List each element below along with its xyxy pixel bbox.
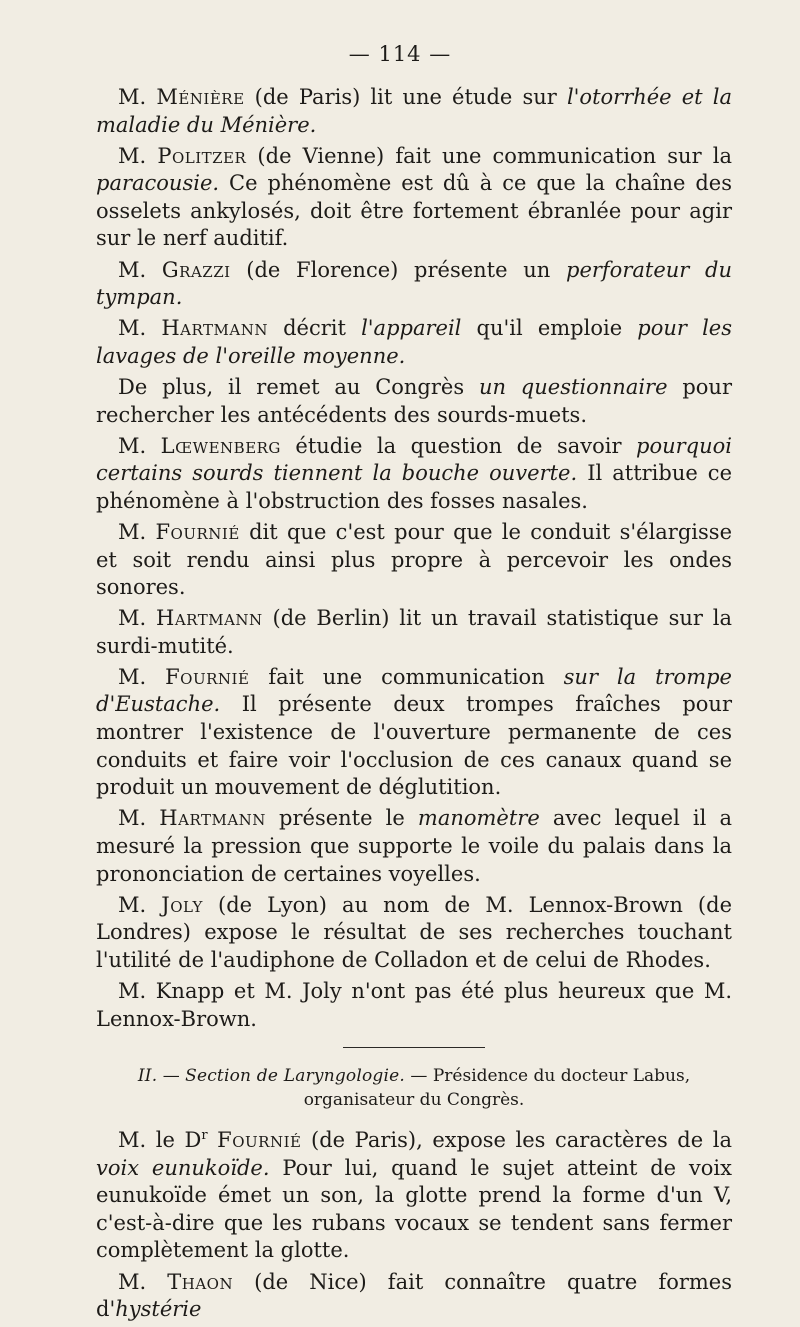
body-text xyxy=(96,84,732,1327)
italic-phrase: pourquoi certains sourds tiennent la bouche ouverte. xyxy=(96,433,732,486)
text-run: M. xyxy=(118,806,160,831)
italic-phrase: sur la trompe d'Eustache. xyxy=(96,664,732,717)
italic-phrase: hystérie xyxy=(115,1297,202,1322)
person-name: Hartmann xyxy=(156,606,263,631)
section-title: Section de Laryngologie. xyxy=(185,1066,406,1087)
italic-phrase: manomètre xyxy=(417,806,540,831)
paragraph xyxy=(96,519,732,602)
section-number: II. xyxy=(137,1066,158,1087)
text-run: (de Berlin) lit un travail statistique sur la surdi-mutité. xyxy=(96,606,733,658)
text-run: Ce phénomène est dû à ce que la chaîne des osselets ankylosés, doit être fortement ébranlée pour agir sur le nerf auditif. xyxy=(96,171,732,251)
text-run: M. le D xyxy=(118,1128,202,1153)
text-run: Pour lui, quand le sujet atteint de voix eunukoïde émet un son, la glotte prend la forme d'un V, c'est-à-dire que les rubans vocaux se tendent sans fermer complètement la glotte. xyxy=(96,1155,732,1263)
text-run: M. xyxy=(118,892,162,917)
text-run: dit que c'est pour que le conduit s'élargisse et soit rendu ainsi plus propre à percevoir les ondes sonores. xyxy=(96,519,732,600)
paragraph xyxy=(96,1122,732,1265)
section-dash: — xyxy=(405,1066,433,1087)
section-presidency: Présidence du docteur Labus, organisateur du Congrès. xyxy=(303,1066,691,1111)
person-name: Politzer xyxy=(157,143,247,168)
section-heading xyxy=(96,1064,732,1112)
paragraph xyxy=(96,315,732,370)
text-run: (de Paris), expose les caractères de la xyxy=(301,1128,732,1153)
text-run: (de Paris) lit une étude sur xyxy=(244,85,567,109)
paragraph xyxy=(96,257,732,312)
section-dash: — xyxy=(157,1066,186,1087)
paragraph xyxy=(96,605,732,660)
italic-phrase: un questionnaire xyxy=(478,374,668,399)
text-run: pour rechercher les antécédents des sourds-muets. xyxy=(96,374,732,427)
text-run: M. xyxy=(118,519,156,544)
text-run: avec lequel il a mesuré la pression que supporte le voile du palais dans la prononciation de certaines voyelles. xyxy=(96,806,732,886)
text-run: M. xyxy=(118,143,158,168)
paragraph xyxy=(96,143,732,253)
paragraph xyxy=(96,374,732,429)
text-run: M. xyxy=(118,606,157,631)
person-name: Lœwenberg xyxy=(160,433,281,458)
paragraphs-before-section xyxy=(96,84,732,1033)
text-run: (de Lyon) au nom de M. Lennox-Brown (de Londres) expose le résultat de ses recherches touchant l'utilité de l'audiphone de Colladon et de celui de Rhodes. xyxy=(96,892,732,972)
paragraph xyxy=(96,1269,732,1324)
italic-phrase: perforateur du tympan. xyxy=(96,257,732,310)
paragraph xyxy=(96,892,732,975)
person-name: Fournié xyxy=(155,519,240,544)
text-run: M. xyxy=(118,664,166,689)
text-run: présente le xyxy=(265,806,418,831)
superscript: r xyxy=(201,1128,208,1144)
person-name: Joly xyxy=(161,892,203,917)
italic-phrase: pour les lavages de l'oreille moyenne. xyxy=(96,316,732,368)
text-run: M. xyxy=(118,257,162,282)
paragraph xyxy=(96,433,732,516)
person-name: Hartmann xyxy=(159,806,266,831)
text-run: (de Nice) fait connaître quatre formes d' xyxy=(96,1269,732,1322)
text-run xyxy=(208,1128,218,1152)
text-run: (de Florence) présente un xyxy=(230,257,566,282)
paragraph xyxy=(96,805,732,888)
text-run: M. xyxy=(118,433,161,458)
text-run: qu'il emploie xyxy=(461,316,638,341)
text-run: Il attribue ce phénomène à l'obstruction des fosses nasales. xyxy=(96,461,732,513)
italic-phrase: l'otorrhée et la maladie du Ménière. xyxy=(96,85,732,137)
italic-phrase: l'appareil xyxy=(361,316,462,341)
text-run: décrit xyxy=(267,316,362,341)
text-run: (de Vienne) fait une communication sur la xyxy=(246,143,732,168)
text-run: M. Knapp et M. Joly n'ont pas été plus heureux que M. Lennox-Brown. xyxy=(96,978,732,1031)
text-run: fait une communication xyxy=(249,664,564,689)
person-name: Fournié xyxy=(165,664,250,689)
paragraph xyxy=(96,664,732,802)
person-name: Fournié xyxy=(217,1128,302,1153)
text-run: Il présente deux trompes fraîches pour montrer l'existence de l'ouverture permanente de ces conduits et faire voir l'occlusion de ces canaux quand se produit un mouvement de déglutition. xyxy=(96,692,732,800)
paragraph xyxy=(96,84,732,139)
text-run: M. xyxy=(118,1269,168,1294)
person-name: Hartmann xyxy=(161,316,268,341)
person-name: Ménière xyxy=(156,85,245,109)
italic-phrase: voix eunukoïde. xyxy=(96,1155,270,1180)
section-divider xyxy=(343,1047,485,1048)
paragraph xyxy=(96,978,732,1033)
text-run: étudie la question de savoir xyxy=(280,433,637,458)
page-number: — 114 — xyxy=(348,42,452,66)
text-run: M. xyxy=(118,85,157,109)
text-run: M. xyxy=(118,316,162,341)
person-name: Grazzi xyxy=(161,257,231,282)
text-run: De plus, il remet au Congrès xyxy=(118,374,479,399)
person-name: Thaon xyxy=(167,1269,234,1294)
italic-phrase: paracousie. xyxy=(96,171,220,196)
